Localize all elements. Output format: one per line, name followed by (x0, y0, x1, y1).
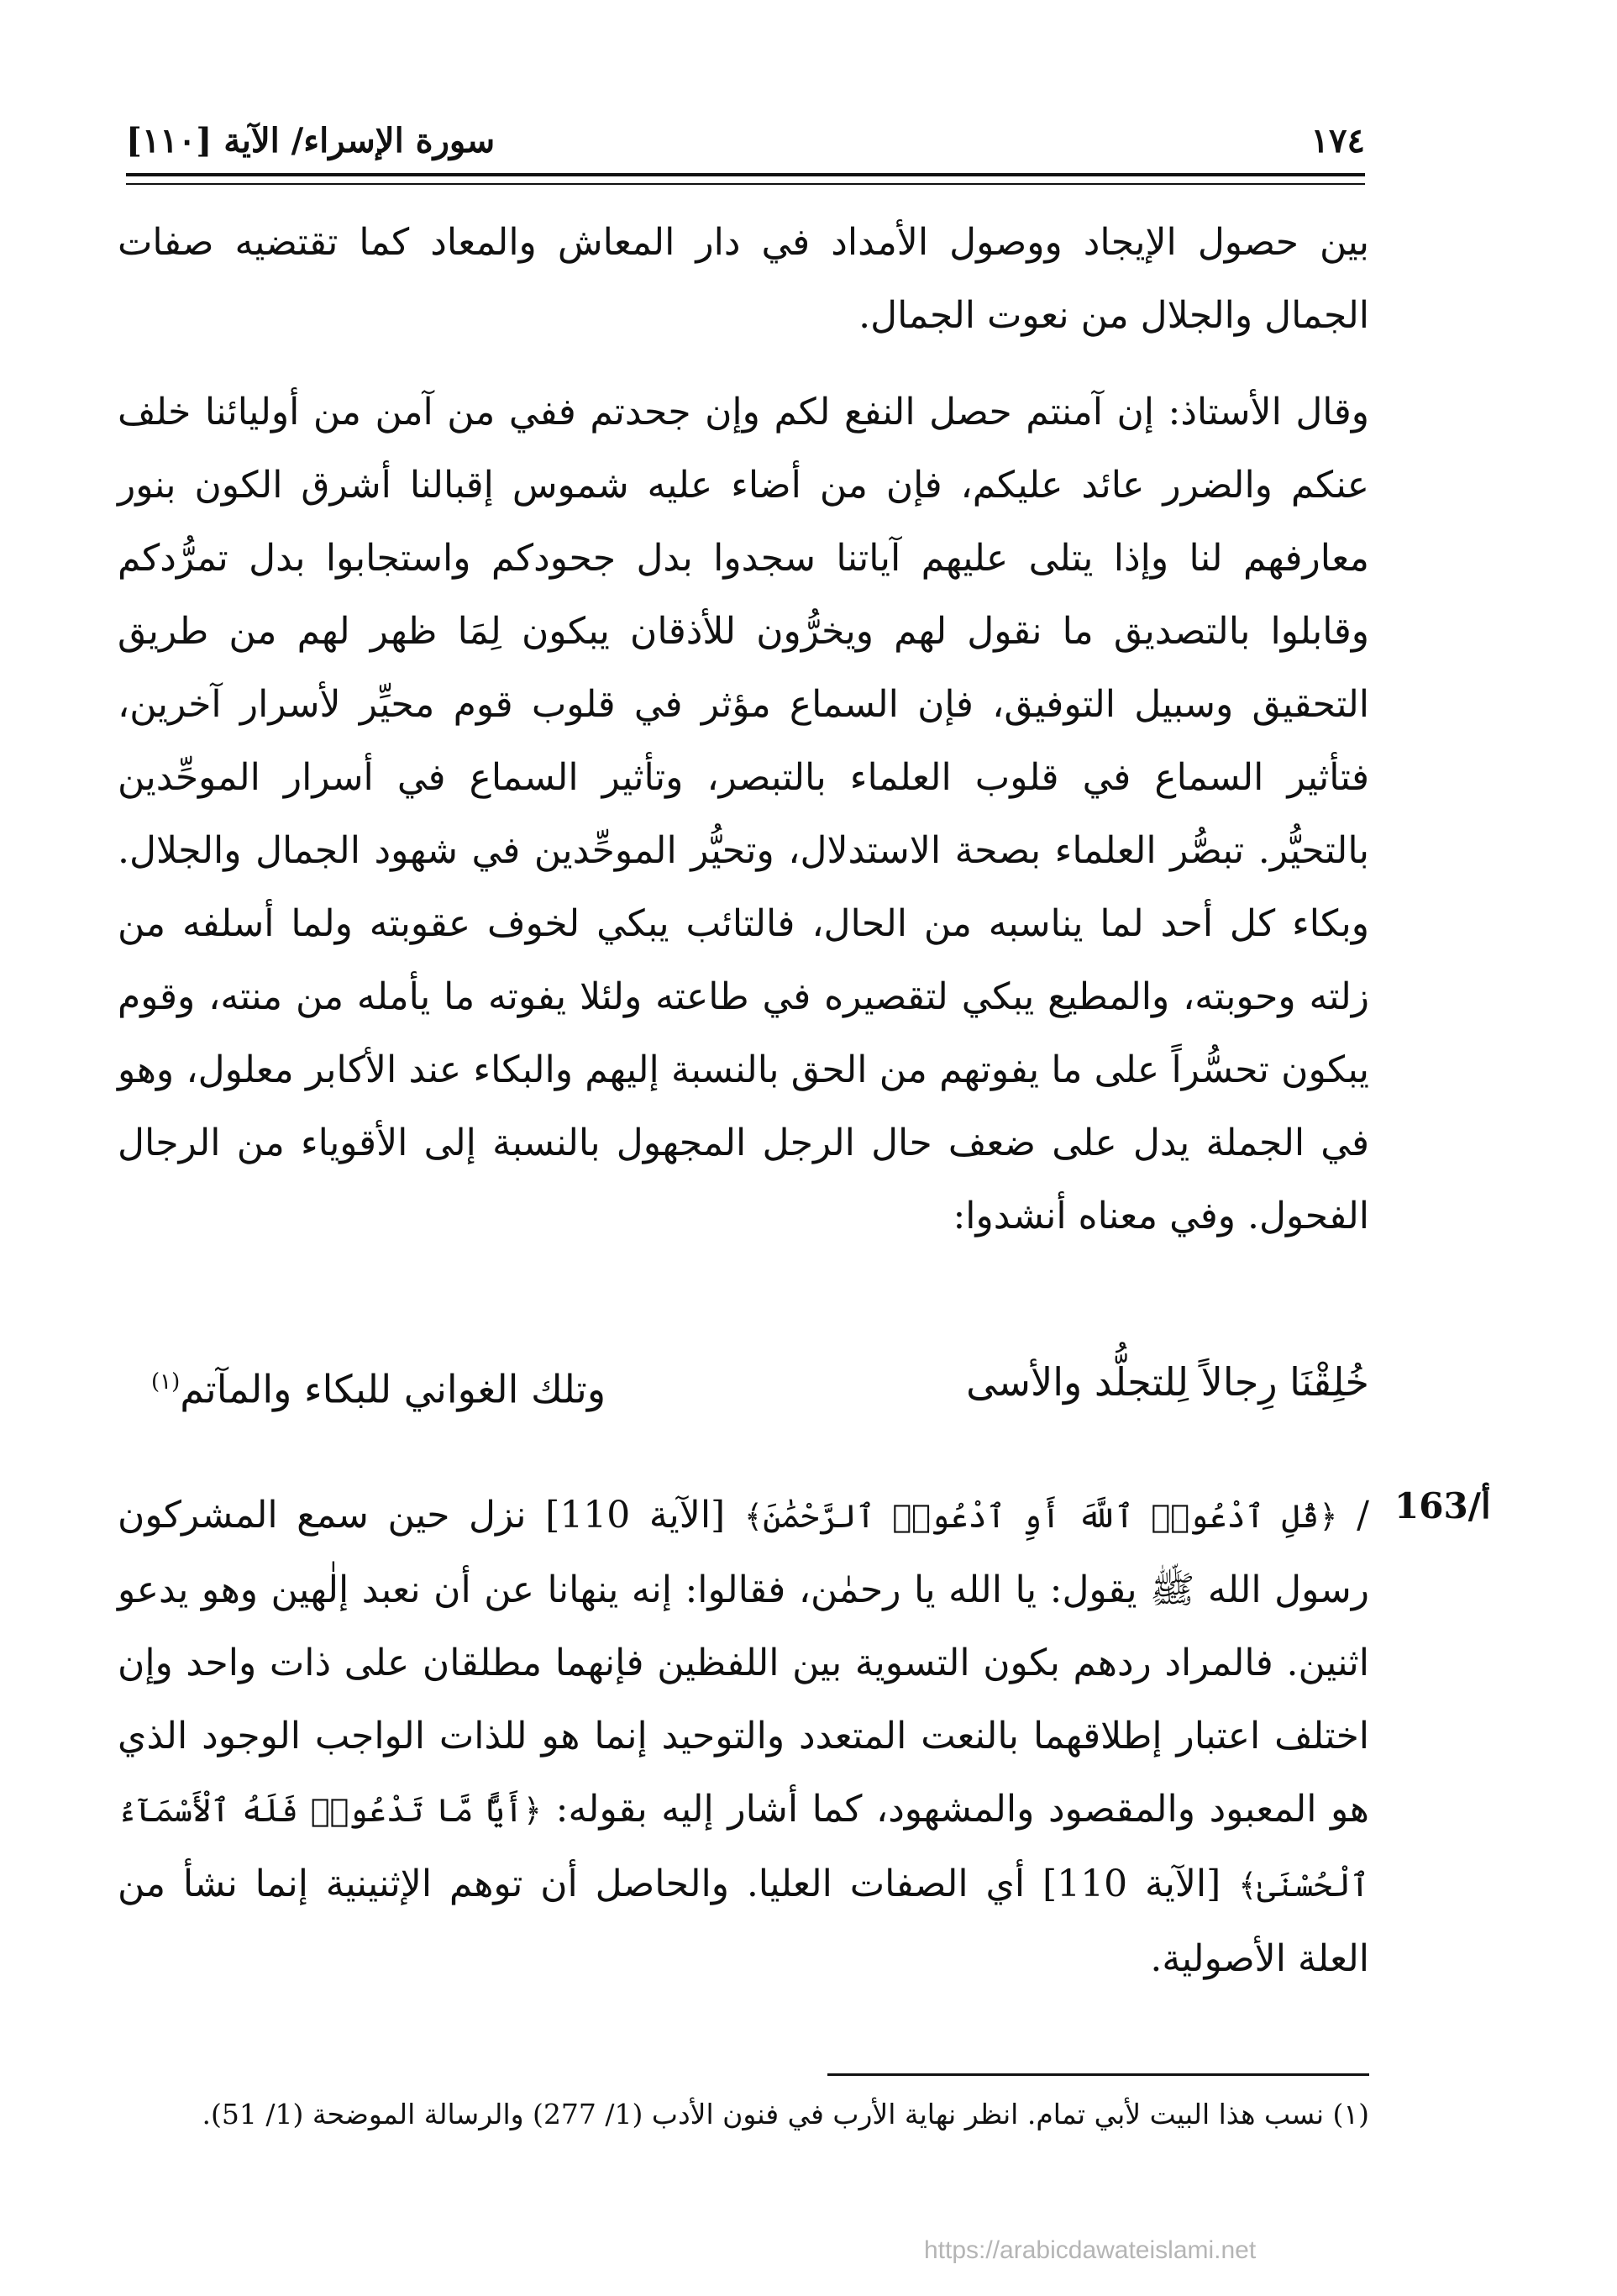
watermark-url: https://arabicdawateislami.net (924, 2236, 1257, 2264)
verse-first-hemistich (966, 1344, 1369, 1420)
page-header (126, 118, 1365, 165)
paragraph-3 (118, 1479, 1369, 1995)
quran-quote-1: ﴿قُلِ ٱدْعُوا۟ ٱللَّهَ أَوِ ٱدْعُوا۟ ٱلرَّحْمَٰنَ﴾ (743, 1498, 1338, 1535)
body-text (118, 206, 1369, 1253)
margin-folio-note: 163/أ (1394, 1485, 1491, 1526)
paragraph-2: وقال الأستاذ: إن آمنتم حصل النفع لكم وإن جحدتم ففي من آمن من أوليائنا خلف عنكم والضرر عائد عليكم، فإن من أضاء عليه شموس إقبالنا أشرق الكون بنور معارفهم لنا وإذا يتلى عليهم آياتنا سجدوا بدل جحودكم واستجابوا بدل تمرُّدكم وقابلوا بالتصديق ما نقول لهم ويخرُّون للأذقان يبكون لِمَا ظهر لهم من طريق التحقيق وسبيل التوفيق، فإن السماع مؤثر في قلوب قوم محيِّر لأسرار آخرين، فتأثير السماع في قلوب العلماء بالتبصر، وتأثير السماع في أسرار الموحِّدين بالتحيُّر. تبصُّر العلماء بصحة الاستدلال، وتحيُّر الموحِّدين في شهود الجمال والجلال. وبكاء كل أحد لما يناسبه من الحال، فالتائب يبكي لخوف عقوبته ولما أسلفه من زلته وحوبته، والمطيع يبكي لتقصيره في طاعته ولئلا يفوته ما يأمله من منته، وقوم يبكون تحسُّراً على ما يفوتهم من الحق بالنسبة إليهم والبكاء عند الأكابر معلول، وهو في الجملة يدل على ضعف حال الرجل المجهول بالنسبة إلى الأقوياء من الرجال الفحول. وفي معناه أنشدوا: (118, 391, 1369, 1237)
footnote-separator (827, 2073, 1369, 2076)
verse-second-text: وتلك الغواني للبكاء والمآتم (180, 1366, 606, 1412)
quran-quote-2: ﴿أَيًّا مَّا تَدْعُوا۟ فَلَهُ ٱلْأَسْمَآءُ ٱلْحُسْنَىٰ﴾ (118, 1792, 1370, 1904)
header-rule-thin (126, 183, 1365, 185)
poetry-verse (118, 1344, 1369, 1420)
paragraph-3-text: [الآية 110] نزل حين سمع المشركون رسول الله ﷺ يقول: يا الله يا رحمٰن، فقالوا: إنه ينهانا عن أن نعبد إلٰهين وهو يدعو اثنين. فالمراد ردهم بكون التسوية بين اللفظين فإنهما مطلقان على ذات واحد وإن اختلف اعتبار إطلاقهما بالنعت المتعدد والتوحيد إنما هو للذات الواجب الوجود الذي هو المعبود والمقصود والمشهود، كما أشار إليه بقوله: (118, 1494, 1369, 1831)
header-rule-thick (126, 173, 1365, 176)
paragraph-1: بين حصول الإيجاد ووصول الأمداد في دار المعاش والمعاد كما تقتضيه صفات الجمال والجلال من نعوت الجمال. (118, 221, 1369, 337)
verse-second-hemistich (151, 1344, 606, 1426)
body-text-second (118, 1479, 1369, 1995)
footnote: (١) نسب هذا البيت لأبي تمام. انظر نهاية الأرب في فنون الأدب (1/ 277) والرسالة الموضحة (1/ 51). (202, 2098, 1369, 2130)
paragraph-3-prefix: / (1337, 1494, 1369, 1537)
verse-first-text: خُلِقْنَا رِجالاً لِلتجلُّد والأسى (966, 1359, 1369, 1405)
page-number: ١٧٤ (1310, 121, 1365, 160)
running-title: سورة الإسراء/ الآية [١١٠] (126, 121, 496, 160)
paragraph-3-end: [الآية 110] أي الصفات العليا. والحاصل أن توهم الإثنينية إنما نشأ من العلة الأصولية. (118, 1863, 1369, 1980)
footnote-marker: (١) (151, 1369, 181, 1395)
